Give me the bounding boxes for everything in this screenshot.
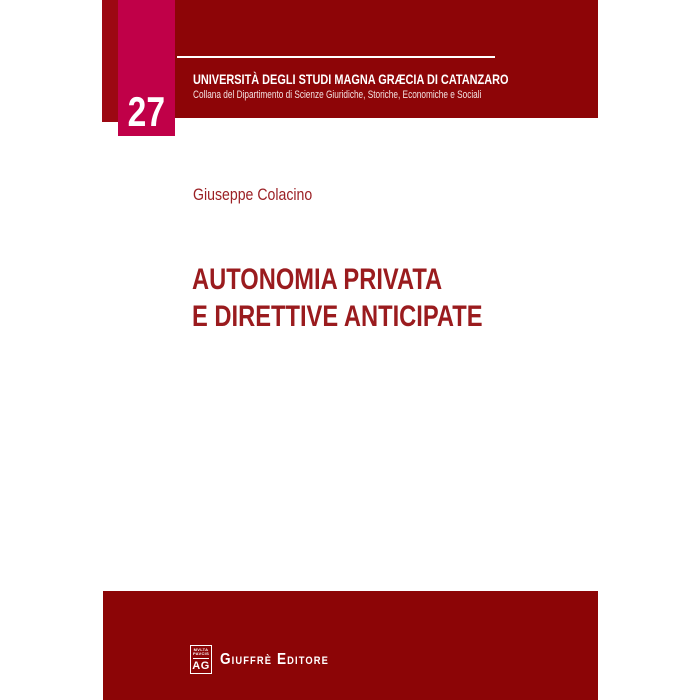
publisher-motto [193,648,209,657]
header-divider-line [177,56,495,58]
publisher-logo [190,645,348,674]
footer-band [103,591,598,700]
publisher-emblem-icon [190,645,212,674]
emblem-divider [193,658,209,659]
series-number-box [118,0,175,136]
publisher-initials: AG [192,660,210,672]
series-description: Collana del Dipartimento di Scienze Giuridiche, Storiche, Economiche e Sociali [193,89,482,101]
book-title [192,261,560,335]
series-number: 27 [127,88,166,135]
publisher-motto-line2: PAVCIS [192,651,210,656]
header-text-block [193,71,597,102]
publisher-motto-line1: MVLTA [193,646,209,652]
publisher-name: Giuffrè Editore [220,650,329,668]
header-band [175,0,598,118]
book-title-line2: E DIRETTIVE ANTICIPATE [192,300,483,333]
book-title-line1: AUTONOMIA PRIVATA [192,263,443,296]
author-name: Giuseppe Colacino [193,185,313,204]
left-accent-strip [102,0,118,122]
university-name: UNIVERSITÀ DEGLI STUDI MAGNA GRÆCIA DI CATANZARO [193,71,509,87]
